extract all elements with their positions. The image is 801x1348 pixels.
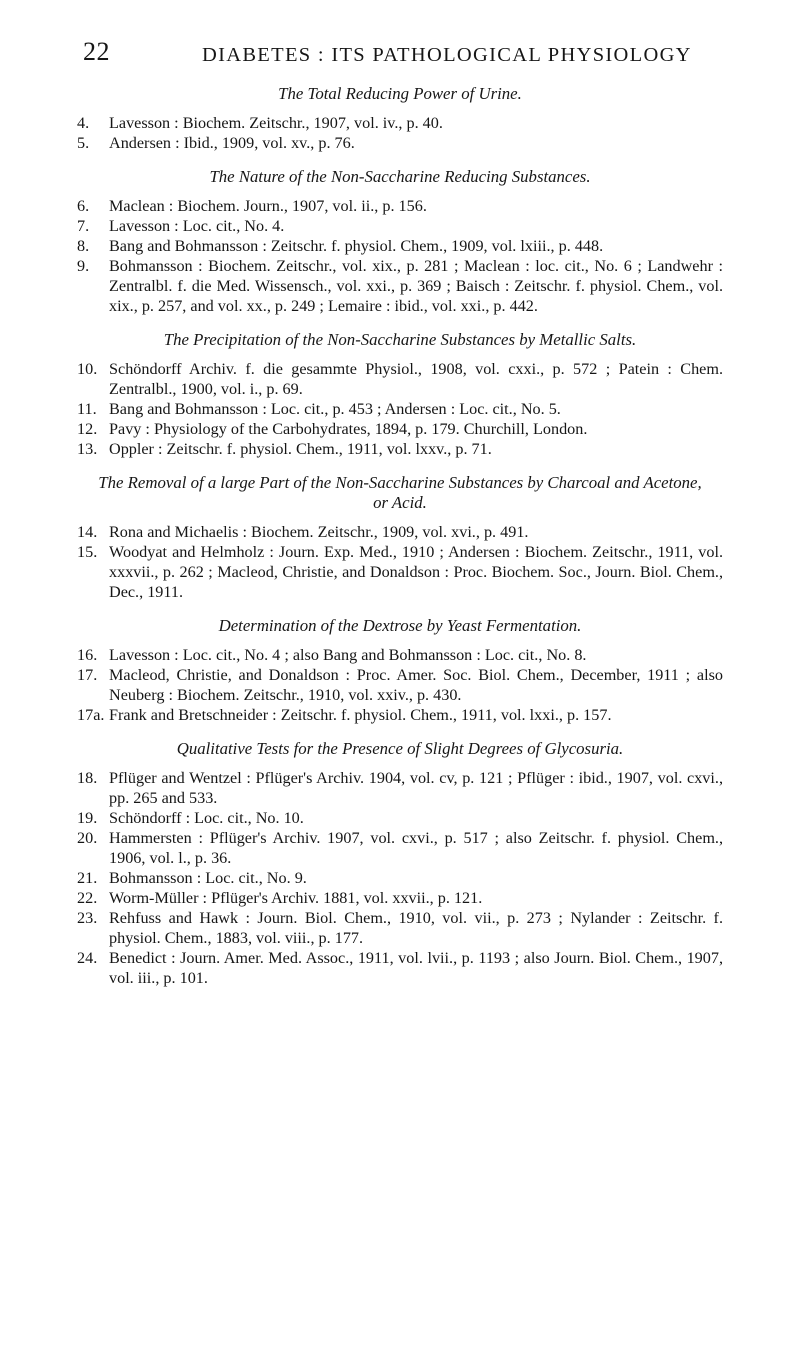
section-qualitative-tests — [77, 739, 723, 988]
section-heading: The Total Reducing Power of Urine. — [278, 84, 522, 103]
section-charcoal-removal — [77, 473, 723, 602]
section-precipitation — [77, 330, 723, 459]
reference-entry — [77, 645, 723, 665]
section-dextrose-fermentation — [77, 616, 723, 725]
section-spacer — [77, 153, 723, 167]
section-heading: Qualitative Tests for the Presence of Slight Degrees of Glycosuria. — [176, 739, 624, 758]
section-spacer — [77, 316, 723, 330]
reference-number: 24. — [77, 949, 98, 967]
reference-entry — [77, 868, 723, 888]
reference-text: Worm-Müller : Pflüger's Archiv. 1881, vol. xxvii., p. 121. — [109, 889, 483, 907]
reference-text: Schöndorff : Loc. cit., No. 10. — [109, 809, 304, 827]
reference-number: 18. — [77, 769, 98, 787]
reference-number: 4. — [77, 114, 90, 132]
reference-text: Lavesson : Loc. cit., No. 4. — [109, 217, 285, 235]
reference-text: Rona and Michaelis : Biochem. Zeitschr., 1909, vol. xvi., p. 491. — [109, 523, 529, 541]
running-head — [0, 32, 801, 72]
section-spacer — [77, 602, 723, 616]
reference-text: Bang and Bohmansson : Loc. cit., p. 453 ; Andersen : Loc. cit., No. 5. — [109, 400, 561, 418]
reference-text: Macleod, Christie, and Donaldson : Proc. Amer. Soc. Biol. Chem., December, 1911 ; also Neuberg : Biochem. Zeitschr., 1910, vol. xxiv., p. 430. — [109, 666, 723, 704]
reference-number: 6. — [77, 197, 90, 215]
reference-text: Lavesson : Loc. cit., No. 4 ; also Bang and Bohmansson : Loc. cit., No. 8. — [109, 646, 587, 664]
section-spacer — [77, 725, 723, 739]
reference-text: Bohmansson : Loc. cit., No. 9. — [109, 869, 307, 887]
reference-text: Andersen : Ibid., 1909, vol. xv., p. 76. — [109, 134, 355, 152]
reference-number: 20. — [77, 829, 98, 847]
reference-text: Bohmansson : Biochem. Zeitschr., vol. xix., p. 281 ; Maclean : loc. cit., No. 6 ; Landwehr : Zentralbl. f. die Med. Wissensch., vol. xxi., p. 369 ; Baisch : Zeitschr. f. physiol. Chem., vol. xix., p. 257, and vol. xx., p. 249 ; Lemaire : ibid., vol. xxi., p. 442. — [109, 257, 723, 315]
reference-text: Maclean : Biochem. Journ., 1907, vol. ii., p. 156. — [109, 197, 427, 215]
reference-entry — [77, 216, 723, 236]
section-heading: Determination of the Dextrose by Yeast Fermentation. — [218, 616, 582, 635]
reference-entry — [77, 256, 723, 316]
reference-number: 8. — [77, 237, 90, 255]
page-number: 22 — [83, 37, 110, 66]
reference-number: 11. — [77, 400, 97, 418]
reference-number: 21. — [77, 869, 98, 887]
reference-number: 19. — [77, 809, 98, 827]
reference-number: 17a. — [77, 706, 105, 724]
reference-text: Lavesson : Biochem. Zeitschr., 1907, vol. iv., p. 40. — [109, 114, 443, 132]
reference-entry — [77, 665, 723, 705]
reference-entry — [77, 419, 723, 439]
reference-number: 10. — [77, 360, 98, 378]
reference-number: 22. — [77, 889, 98, 907]
reference-text: Bang and Bohmansson : Zeitschr. f. physiol. Chem., 1909, vol. lxiii., p. 448. — [109, 237, 604, 255]
section-heading: The Removal of a large Part of the Non-Saccharine Substances by Charcoal and Acetone, or Acid. — [98, 473, 702, 512]
reference-text: Hammersten : Pflüger's Archiv. 1907, vol. cxvi., p. 517 ; also Zeitschr. f. physiol. Chem., 1906, vol. l., p. 36. — [109, 829, 723, 867]
reference-text: Rehfuss and Hawk : Journ. Biol. Chem., 1910, vol. vii., p. 273 ; Nylander : Zeitschr. f. physiol. Chem., 1883, vol. viii., p. 177. — [109, 909, 723, 947]
reference-text: Frank and Bretschneider : Zeitschr. f. physiol. Chem., 1911, vol. lxxi., p. 157. — [109, 706, 612, 724]
reference-entry — [77, 808, 723, 828]
reference-text: Woodyat and Helmholz : Journ. Exp. Med., 1910 ; Andersen : Biochem. Zeitschr., 1911, vol. xxxvii., p. 262 ; Macleod, Christie, and Donaldson : Proc. Biochem. Soc., Journ. Biol. Chem., Dec., 1911. — [109, 543, 723, 601]
reference-number: 15. — [77, 543, 98, 561]
section-non-saccharine-nature — [77, 167, 723, 316]
reference-number: 23. — [77, 909, 98, 927]
reference-entry — [77, 439, 723, 459]
reference-entry — [77, 828, 723, 868]
reference-entry — [77, 705, 723, 725]
reference-list — [77, 84, 723, 988]
section-total-reducing-power — [77, 84, 723, 153]
reference-entry — [77, 196, 723, 216]
reference-entry — [77, 522, 723, 542]
reference-text: Benedict : Journ. Amer. Med. Assoc., 1911, vol. lvii., p. 1193 ; also Journ. Biol. Chem., 1907, vol. iii., p. 101. — [109, 949, 723, 987]
reference-entry — [77, 908, 723, 948]
section-spacer — [77, 459, 723, 473]
reference-number: 12. — [77, 420, 98, 438]
reference-entry — [77, 236, 723, 256]
reference-text: Schöndorff Archiv. f. die gesammte Physiol., 1908, vol. cxxi., p. 572 ; Patein : Chem. Zentralbl., 1900, vol. i., p. 69. — [109, 360, 723, 398]
reference-entry — [77, 888, 723, 908]
reference-entry — [77, 948, 723, 988]
section-heading: The Nature of the Non-Saccharine Reducing Substances. — [209, 167, 591, 186]
reference-entry — [77, 133, 723, 153]
reference-number: 9. — [77, 257, 90, 275]
reference-entry — [77, 113, 723, 133]
reference-number: 13. — [77, 440, 98, 458]
reference-number: 5. — [77, 134, 90, 152]
running-title: DIABETES : ITS PATHOLOGICAL PHYSIOLOGY — [202, 44, 692, 66]
reference-entry — [77, 768, 723, 808]
reference-entry — [77, 542, 723, 602]
reference-entry — [77, 399, 723, 419]
reference-text: Pavy : Physiology of the Carbohydrates, 1894, p. 179. Churchill, London. — [109, 420, 588, 438]
reference-text: Pflüger and Wentzel : Pflüger's Archiv. 1904, vol. cv, p. 121 ; Pflüger : ibid., 1907, vol. cxvi., pp. 265 and 533. — [109, 769, 723, 807]
reference-entry — [77, 359, 723, 399]
reference-number: 16. — [77, 646, 98, 664]
reference-text: Oppler : Zeitschr. f. physiol. Chem., 1911, vol. lxxv., p. 71. — [109, 440, 492, 458]
reference-number: 14. — [77, 523, 98, 541]
reference-number: 7. — [77, 217, 90, 235]
reference-number: 17. — [77, 666, 98, 684]
section-heading: The Precipitation of the Non-Saccharine Substances by Metallic Salts. — [163, 330, 637, 349]
